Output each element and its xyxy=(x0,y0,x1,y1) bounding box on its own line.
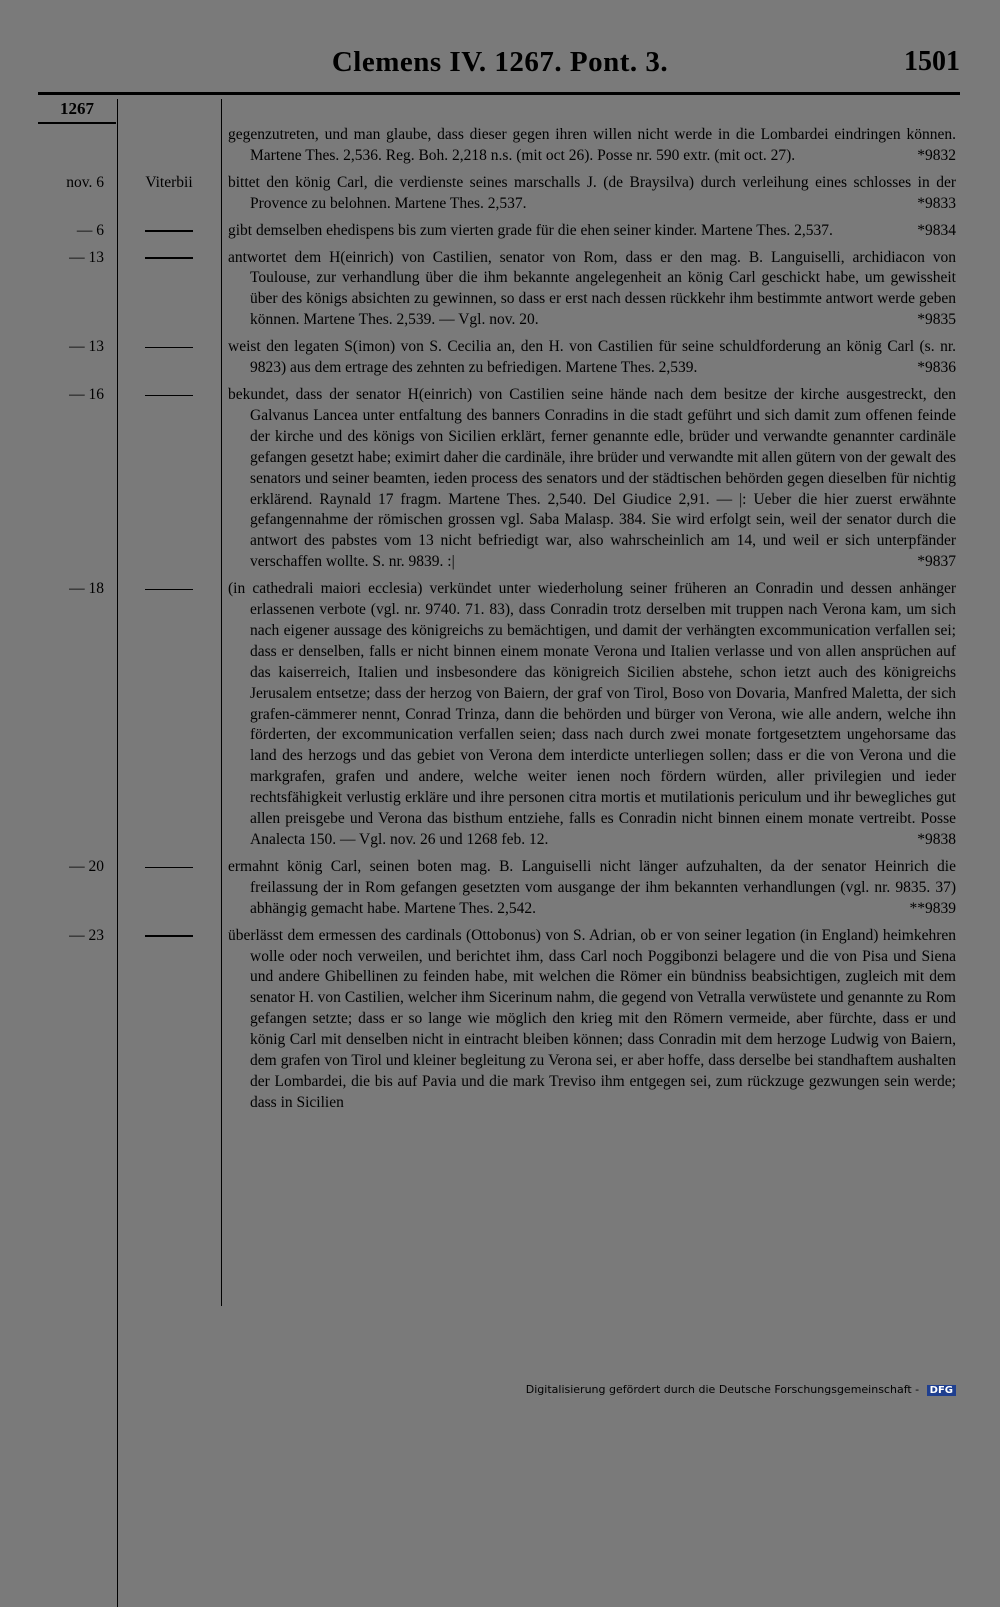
regest-entry xyxy=(0,125,1000,167)
ditto-mark xyxy=(145,395,193,397)
register-number: **9839 xyxy=(909,899,956,917)
entry-text xyxy=(228,125,956,167)
footer-credit-text: Digitalisierung gefördert durch die Deutsche Forschungsgemeinschaft - xyxy=(525,1383,920,1396)
entry-text xyxy=(228,579,956,851)
entry-body: weist den legaten S(imon) von S. Cecilia an, den H. von Castilien für seine schuldforderung an könig Carl (s. nr. 9823) aus dem ertrage des zehnten zu befriedigen. Martene Thes. 2,539. xyxy=(228,338,956,377)
register-number: *9837 xyxy=(917,553,956,571)
ditto-mark xyxy=(145,347,193,349)
entry-body: überlässt dem ermessen des cardinals (Ottobonus) von S. Adrian, ob er von seiner legation (in England) heimkehren wolle oder noch verweilen, und berichtet ihm, dass Carl noch Poggibonzi belagere und die von Pisa und Siena und andere Ghibellinen zu feinden habe, mit welchen die Römer ein bündniss beabsichtigen, zugleich mit dem senator H. von Castilien, welcher ihm Sicerinum nahm, die gegend von Vetralla verwüstete und genannte zu Rom gefangen setzte; dass er so lange wie möglich den krieg mit den Römern vermeide, aber fürchte, dass er und könig Carl mit denselben nicht in eintracht bleiben können; dass Conradin mit dem herzoge Ludwig von Baiern, dem grafen von Tirol und kleiner begleitung zu Verona sei, er aber hoffe, dass derselbe bei standhaftem aushalten der Lombardei, die bis auf Pavia und die mark Treviso ihm entgegen sei, zum rückzuge gezwungen sein werde; dass in Sicilien xyxy=(228,926,956,1111)
year-label: 1267 xyxy=(60,99,94,118)
ditto-mark xyxy=(145,867,193,869)
entry-body: bekundet, dass der senator H(einrich) von Castilien seine hände nach dem besitze der kirche ausgestreckt, den Galvanus Lancea unter entfaltung des banners Conradins in die stadt geführt und sich damit zum offenen feinde der kirche und des königs von Sicilien erklärt, ferner genannte edle, brüder und verwandte genannter cardinäle gefangen gesetzt habe; eximirt daher die cardinäle, ihre brüder und verwandte mit allen gütern von der gewalt des senators und seiner beamten, ieden process des senators und der städtischen behörden gegen dieselben für nichtig erklärend. Raynald 17 fragm. Martene Thes. 2,540. Del Giudice 2,91. — |: Ueber die hier zuerst erwähnte gefangennahme der römischen grossen vgl. Saba Malasp. 384. Sie wird erfolgt sein, weil der senator durch die antwort des pabstes vom 13 nicht befriedigt war, also wahrscheinlich am 14, und weil er sich unterpfänder verschaffen wollte. S. nr. 9839. :| xyxy=(228,385,956,571)
regest-entry xyxy=(0,337,1000,379)
register-number: *9836 xyxy=(917,359,956,377)
entry-body: gegenzutreten, und man glaube, dass dieser gegen ihren willen nicht werde in die Lombardei eindringen können. Martene Thes. 2,536. Reg. Boh. 2,218 n.s. (mit oct 26). Posse nr. 590 extr. (mit oct. 27). xyxy=(228,126,956,164)
register-number: *9838 xyxy=(917,831,956,848)
regest-entry xyxy=(0,857,1000,920)
entry-text xyxy=(228,385,956,573)
regest-entry xyxy=(0,173,1000,215)
regest-entry xyxy=(0,248,1000,332)
entry-body: ermahnt könig Carl, seinen boten mag. B. Languiselli nicht länger aufzuhalten, da der senator Heinrich die freilassung der in Rom gefangen gesetzten vom ausgange der ihm bekannten verhandlungen (vgl. nr. 9835. 37) abhängig gemacht habe. Martene Thes. 2,542. xyxy=(228,857,956,917)
entry-text xyxy=(228,221,956,242)
register-number: *9833 xyxy=(917,194,956,212)
register-number: *9835 xyxy=(917,311,956,329)
entry-body: gibt demselben ehedispens bis zum vierten grade für die ehen seiner kinder. Martene Thes. 2,537. xyxy=(228,221,833,239)
ditto-mark xyxy=(145,257,193,259)
entry-date: — 18 xyxy=(69,580,104,598)
entry-place xyxy=(122,385,216,406)
entry-place xyxy=(122,579,216,600)
entry-date: — 20 xyxy=(69,857,104,875)
regesta-entries xyxy=(0,125,1000,1120)
entry-place xyxy=(122,857,216,878)
entry-body: (in cathedrali maiori ecclesia) verkündet unter wiederholung seiner früheren an Conradin und dessen anhänger erlassenen verbote (vgl. nr. 9740. 71. 83), dass Conradin trotz derselben mit truppen nach Verona kam, um sich nach eigener aussage des königreichs zu bemächtigen, und damit der verhängten excommunication verfallen sei; dass er denselben, falls er nicht binnen einem monate Verona und Italien verlasse und von allen ansprüchen auf das kaiserreich, Italien und insbesondere das königreich Sicilien abstehe, schon ietzt auch des königreichs Jerusalem entsetze; dass der herzog von Baiern, der graf von Tirol, Boso von Dovaria, Manfred Maletta, der sich grafen-cämmerer nennt, Conrad Trinza, dann die behörden und bürger von Verona, wie alle andern, welche ihn förderten, der excommunication verfallen seien; dass nach durch zwei monate fortgesetztem ungehorsame das land des herzogs und das gebiet von Verona dem interdicte unterliegen sollen; dass er die von Verona und die markgrafen, grafen und andere, welche weiter ienen noch fördern würden, aller privilegien und ieder rechtsfähigkeit verlustig erkläre und ihre personen citra mortis et mutilationis periculum und ihr bewegliches gut allen preisgebe und Verona das bisthum entziehe, falls es Conradin nicht binnen einem monate vertreibt. Posse Analecta 150. — Vgl. nov. 26 und 1268 feb. 12. xyxy=(228,580,956,848)
header-rule xyxy=(38,92,960,95)
entry-date: — 23 xyxy=(69,926,104,944)
entry-place xyxy=(122,248,216,269)
entry-text xyxy=(228,857,956,920)
entry-date: — 6 xyxy=(76,221,104,239)
year-underline xyxy=(38,122,116,124)
entry-date: — 13 xyxy=(69,338,104,356)
ditto-mark xyxy=(145,589,193,591)
page-number: 1501 xyxy=(904,46,960,77)
row-separator xyxy=(0,1114,1000,1120)
entry-text xyxy=(228,173,956,215)
entry-text xyxy=(228,337,956,379)
regest-entry xyxy=(0,579,1000,851)
entry-date: nov. 6 xyxy=(66,173,104,191)
entry-text xyxy=(228,926,956,1114)
register-number: *9834 xyxy=(917,221,956,239)
entry-place xyxy=(122,221,216,242)
regest-entry xyxy=(0,926,1000,1114)
register-number: *9832 xyxy=(917,146,956,164)
entry-place: Viterbii xyxy=(145,173,193,191)
entry-place xyxy=(122,926,216,947)
footer-credit xyxy=(526,1383,956,1396)
dfg-logo: DFG xyxy=(927,1385,956,1396)
regest-entry xyxy=(0,385,1000,573)
ditto-mark xyxy=(145,935,193,937)
page-title: Clemens IV. 1267. Pont. 3. xyxy=(331,46,669,78)
entry-place xyxy=(122,337,216,358)
regest-entry xyxy=(0,221,1000,242)
entry-body: bittet den könig Carl, die verdienste seines marschalls J. (de Braysilva) durch verleihung eines schlosses in der Provence zu belohnen. Martene Thes. 2,537. xyxy=(228,173,956,212)
entry-body: antwortet dem H(einrich) von Castilien, senator von Rom, dass er den mag. B. Languiselli, archidiacon von Toulouse, zur verhandlung über die ihm bekannte angelegenheit an könig Carl geschickt habe, um gewissheit über des königs absichten zu gewinnen, so dass er erst nach dessen rückkehr ihm bestimmte antwort werde geben können. Martene Thes. 2,539. — Vgl. nov. 20. xyxy=(228,248,956,329)
entry-date: — 16 xyxy=(69,385,104,403)
entry-text xyxy=(228,248,956,332)
ditto-mark xyxy=(145,230,193,232)
entry-date: — 13 xyxy=(69,248,104,266)
